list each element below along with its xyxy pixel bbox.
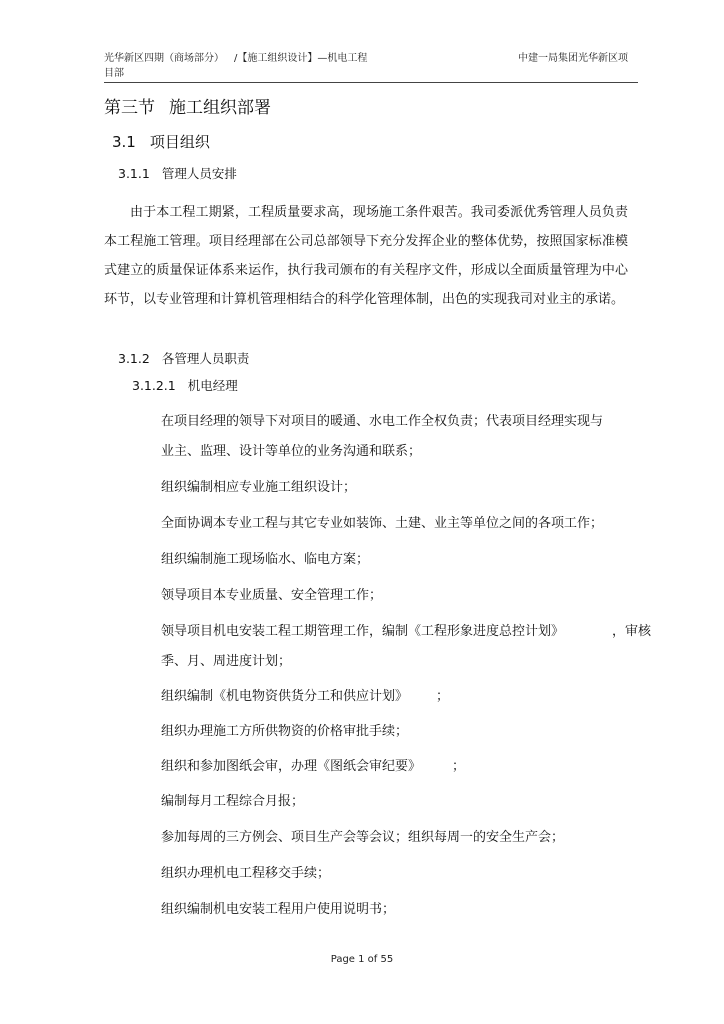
duty-line: 参加每周的三方例会、项目生产会等会议；组织每周一的安全生产会； bbox=[161, 830, 565, 845]
duty-line: 组织办理施工方所供物资的价格审批手续； bbox=[161, 724, 409, 739]
duty-line: 在项目经理的领导下对项目的暖通、水电工作全权负责；代表项目经理实现与 bbox=[161, 414, 604, 429]
heading-title: 机电经理 bbox=[187, 378, 238, 393]
heading-3-1-1 bbox=[118, 165, 237, 182]
heading-3-1-2-1 bbox=[132, 377, 238, 394]
section-heading bbox=[104, 97, 271, 119]
header-divider bbox=[104, 82, 638, 83]
duty-line-tail: ； bbox=[436, 689, 450, 704]
duty-line-tail: ； bbox=[452, 759, 466, 774]
section-number: 第三节 bbox=[104, 98, 155, 118]
duty-line: 组织编制相应专业施工组织设计； bbox=[161, 480, 357, 495]
heading-title: 各管理人员职责 bbox=[161, 351, 250, 366]
subsection-heading bbox=[112, 132, 210, 152]
heading-number: 3.1.2 bbox=[118, 351, 150, 366]
duty-line: 组织编制《机电物资供货分工和供应计划》 bbox=[161, 689, 409, 704]
intro-paragraph: 由于本工程工期紧，工程质量要求高，现场施工条件艰苦。我司委派优秀管理人员负责本工程施工管理。项目经理部在公司总部领导下充分发挥企业的整体优势，按照国家标准模式建立的质量保证体系来运作，执行我司颁布的有关程序文件，形成以全面质量管理为中心环节，以专业管理和计算机管理相结合的科学化管理体制，出色的实现我司对业主的承诺。 bbox=[104, 205, 628, 307]
header-project-name-cont: 目部 bbox=[104, 68, 124, 79]
heading-3-1-2 bbox=[118, 350, 249, 367]
duty-line: 编制每月工程综合月报； bbox=[161, 794, 305, 809]
header-project-name: 光华新区四期（商场部分） bbox=[104, 53, 224, 64]
heading-title: 管理人员安排 bbox=[161, 166, 237, 181]
header-document-title: /【施工组织设计】—机电工程 bbox=[234, 53, 368, 64]
duty-line: 业主、监理、设计等单位的业务沟通和联系； bbox=[161, 444, 422, 459]
heading-number: 3.1.1 bbox=[118, 166, 150, 181]
header-company: 中建一局集团光华新区项 bbox=[518, 53, 628, 64]
subsection-title: 项目组织 bbox=[149, 133, 210, 151]
duty-line: 组织编制施工现场临水、临电方案； bbox=[161, 552, 370, 567]
section-title: 施工组织部署 bbox=[169, 98, 271, 118]
duty-line: 季、月、周进度计划； bbox=[161, 654, 292, 669]
duty-line: 组织办理机电工程移交手续； bbox=[161, 866, 331, 881]
duty-line: 全面协调本专业工程与其它专业如装饰、土建、业主等单位之间的各项工作； bbox=[161, 516, 604, 531]
subsection-number: 3.1 bbox=[112, 133, 136, 151]
duty-line: 领导项目本专业质量、安全管理工作； bbox=[161, 588, 383, 603]
duty-line: 领导项目机电安装工程工期管理工作，编制《工程形象进度总控计划》 bbox=[161, 624, 565, 639]
duty-line: 组织编制机电安装工程用户使用说明书； bbox=[161, 902, 396, 917]
page-number: Page 1 of 55 bbox=[330, 954, 394, 965]
duty-line: 组织和参加图纸会审，办理《图纸会审纪要》 bbox=[161, 759, 422, 774]
duty-line-tail: ，审核 bbox=[612, 624, 652, 639]
heading-number: 3.1.2.1 bbox=[132, 378, 176, 393]
